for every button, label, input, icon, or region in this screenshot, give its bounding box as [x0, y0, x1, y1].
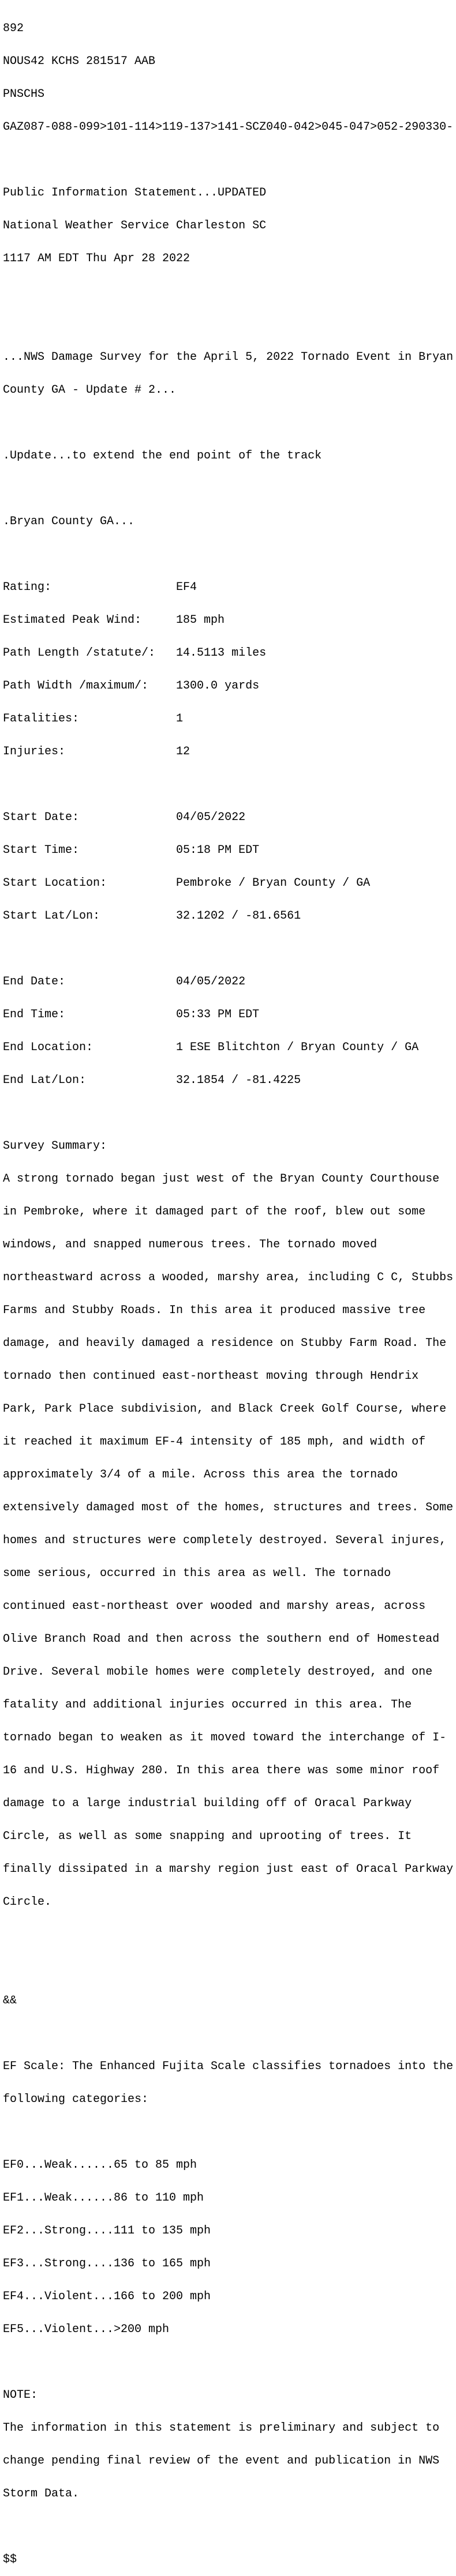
ef-scale-row: EF5...Violent...>200 mph — [3, 2323, 170, 2336]
start-location-row: Start Location: Pembroke / Bryan County / GA — [3, 877, 371, 890]
fatalities-row: Fatalities: 1 — [3, 712, 184, 725]
issuing-office: National Weather Service Charleston SC — [3, 219, 267, 232]
blank-line — [3, 943, 456, 954]
survey-summary-line: continued east-northeast over wooded and marshy areas, across — [3, 1600, 426, 1613]
ugc-zones: GAZ087-088-099>101-114>119-137>141-SCZ040-042>045-047>052-290330- — [3, 121, 454, 134]
blank-line — [3, 286, 456, 297]
injuries-row: Injuries: 12 — [3, 745, 190, 758]
headline: County GA - Update # 2... — [3, 383, 177, 397]
awips-id: PNSCHS — [3, 88, 45, 101]
blank-line — [3, 779, 456, 790]
blank-line — [3, 1962, 456, 1973]
note-heading: NOTE: — [3, 2389, 38, 2402]
start-latlon-row: Start Lat/Lon: 32.1202 / -81.6561 — [3, 909, 301, 923]
end-of-product: $$ — [3, 2553, 17, 2566]
survey-summary-line: it reached it maximum EF-4 intensity of 185 mph, and width of — [3, 1435, 426, 1449]
path-width-row: Path Width /maximum/: 1300.0 yards — [3, 679, 260, 693]
update-note: .Update...to extend the end point of the track — [3, 449, 322, 462]
survey-summary-line: 16 and U.S. Highway 280. In this area there was some minor roof — [3, 1764, 440, 1777]
survey-summary-line: in Pembroke, where it damaged part of the roof, blew out some — [3, 1205, 426, 1219]
note-text: The information in this statement is preliminary and subject to — [3, 2421, 440, 2435]
blank-line — [3, 1930, 456, 1941]
product-title: Public Information Statement...UPDATED — [3, 186, 267, 200]
survey-summary-heading: Survey Summary: — [3, 1140, 107, 1153]
survey-summary-line: Drive. Several mobile homes were completely destroyed, and one — [3, 1665, 433, 1679]
ef-scale-intro: EF Scale: The Enhanced Fujita Scale classifies tornadoes into the — [3, 2060, 454, 2073]
message-number: 892 — [3, 22, 24, 35]
peak-wind-row: Estimated Peak Wind: 185 mph — [3, 614, 225, 627]
survey-summary-line: some serious, occurred in this area as well. The tornado — [3, 1567, 391, 1580]
blank-line — [3, 2357, 456, 2368]
survey-summary-line: Park, Park Place subdivision, and Black Creek Golf Course, where — [3, 1402, 447, 1416]
wmo-header: NOUS42 KCHS 281517 AAB — [3, 55, 156, 68]
survey-summary-line: homes and structures were completely destroyed. Several injures, — [3, 1534, 447, 1547]
blank-line — [3, 319, 456, 330]
blank-line — [3, 1108, 456, 1119]
end-latlon-row: End Lat/Lon: 32.1854 / -81.4225 — [3, 1074, 301, 1087]
blank-line — [3, 155, 456, 166]
survey-summary-line: northeastward across a wooded, marshy area, including C C, Stubbs — [3, 1271, 454, 1284]
end-time-row: End Time: 05:33 PM EDT — [3, 1008, 260, 1021]
blank-line — [3, 418, 456, 428]
section-separator: && — [3, 1994, 17, 2007]
survey-summary-line: tornado then continued east-northeast moving through Hendrix — [3, 1370, 419, 1383]
ef-scale-row: EF2...Strong....111 to 135 mph — [3, 2224, 211, 2237]
survey-summary-line: extensively damaged most of the homes, structures and trees. Some — [3, 1501, 454, 1514]
survey-summary-line: finally dissipated in a marshy region just east of Oracal Parkway — [3, 1863, 454, 1876]
rating-row: Rating: EF4 — [3, 581, 197, 594]
blank-line — [3, 2127, 456, 2138]
ef-scale-intro: following categories: — [3, 2093, 149, 2106]
end-date-row: End Date: 04/05/2022 — [3, 975, 246, 988]
ef-scale-row: EF3...Strong....136 to 165 mph — [3, 2257, 211, 2270]
blank-line — [3, 2028, 456, 2039]
headline: ...NWS Damage Survey for the April 5, 2022 Tornado Event in Bryan — [3, 351, 454, 364]
survey-summary-line: damage to a large industrial building off of Oracal Parkway — [3, 1797, 412, 1810]
blank-line — [3, 483, 456, 494]
survey-summary-line: fatality and additional injuries occurred in this area. The — [3, 1698, 412, 1712]
survey-summary-line: Circle, as well as some snapping and uprooting of trees. It — [3, 1830, 412, 1843]
issuance-time: 1117 AM EDT Thu Apr 28 2022 — [3, 252, 190, 265]
survey-summary-line: damage, and heavily damaged a residence on Stubby Farm Road. The — [3, 1337, 447, 1350]
survey-summary-line: A strong tornado began just west of the Bryan County Courthouse — [3, 1172, 440, 1186]
blank-line — [3, 2521, 456, 2532]
start-date-row: Start Date: 04/05/2022 — [3, 811, 246, 824]
ef-scale-row: EF0...Weak......65 to 85 mph — [3, 2158, 197, 2172]
survey-summary-line: Farms and Stubby Roads. In this area it produced massive tree — [3, 1304, 426, 1317]
survey-summary-line: windows, and snapped numerous trees. The tornado moved — [3, 1238, 377, 1251]
note-text: change pending final review of the event and publication in NWS — [3, 2454, 440, 2468]
path-length-row: Path Length /statute/: 14.5113 miles — [3, 646, 267, 660]
blank-line — [3, 549, 456, 560]
note-text: Storm Data. — [3, 2487, 80, 2500]
county-heading: .Bryan County GA... — [3, 515, 135, 528]
survey-summary-line: tornado began to weaken as it moved toward the interchange of I- — [3, 1731, 447, 1744]
start-time-row: Start Time: 05:18 PM EDT — [3, 844, 260, 857]
ef-scale-row: EF4...Violent...166 to 200 mph — [3, 2290, 211, 2303]
end-location-row: End Location: 1 ESE Blitchton / Bryan County / GA — [3, 1041, 419, 1054]
ef-scale-row: EF1...Weak......86 to 110 mph — [3, 2191, 204, 2205]
survey-summary-line: approximately 3/4 of a mile. Across this area the tornado — [3, 1468, 398, 1481]
survey-summary-line: Olive Branch Road and then across the southern end of Homestead — [3, 1633, 440, 1646]
survey-summary-line: Circle. — [3, 1896, 52, 1909]
